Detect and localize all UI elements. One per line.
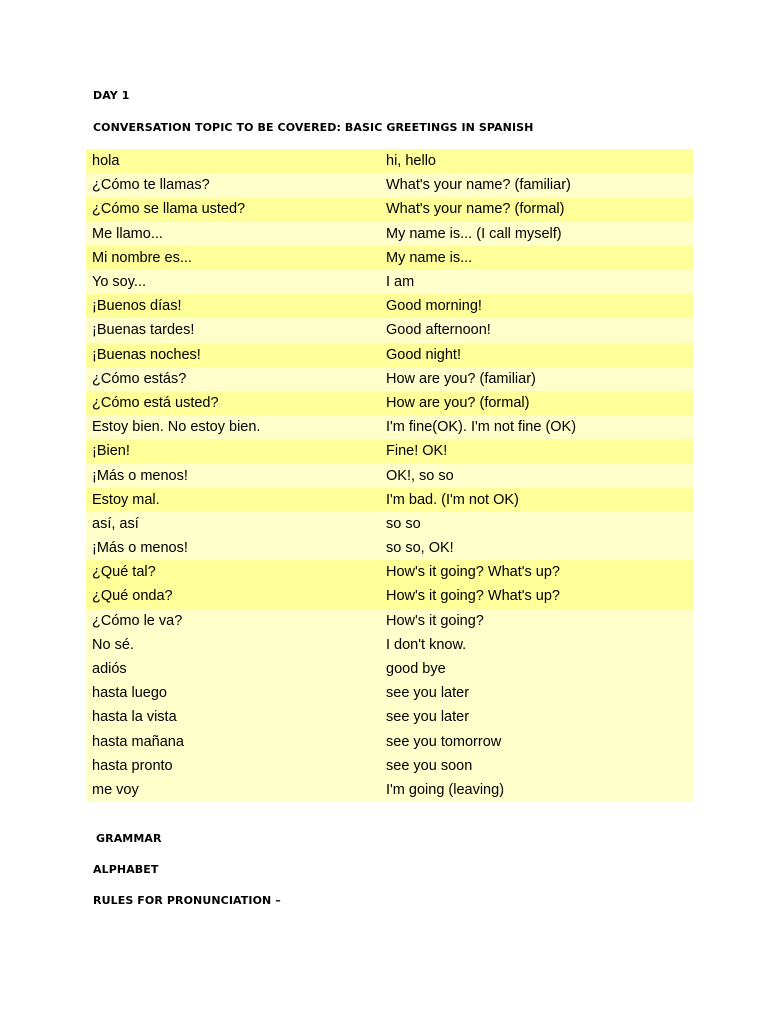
table-row (86, 343, 693, 367)
table-row (86, 730, 693, 754)
table-row (86, 488, 693, 512)
spanish-phrase: ¡Bien! (92, 443, 130, 460)
english-translation: I'm fine(OK). I'm not fine (OK) (386, 419, 577, 436)
alphabet-heading: ALPHABET (93, 863, 159, 876)
table-row (86, 149, 693, 173)
english-translation: I'm bad. (I'm not OK) (386, 491, 519, 508)
spanish-phrase: hola (92, 153, 120, 170)
pronunciation-rules-heading: RULES FOR PRONUNCIATION – (93, 894, 281, 907)
spanish-phrase: ¡Más o menos! (92, 540, 188, 557)
english-translation: Good night! (386, 346, 461, 363)
english-translation: I am (386, 274, 415, 291)
spanish-phrase: Me llamo... (92, 225, 163, 242)
english-translation: I don't know. (386, 636, 467, 653)
english-translation: How's it going? What's up? (386, 564, 560, 581)
table-row (86, 463, 693, 487)
spanish-phrase: ¿Qué tal? (92, 564, 156, 581)
english-translation: How are you? (familiar) (386, 370, 536, 387)
english-translation: see you later (386, 685, 470, 702)
table-row (86, 681, 693, 705)
spanish-phrase: Estoy mal. (92, 491, 160, 508)
table-row (86, 657, 693, 681)
english-translation: Good morning! (386, 298, 482, 315)
english-translation: Fine! OK! (386, 443, 448, 460)
table-row (86, 584, 693, 608)
grammar-heading: GRAMMAR (96, 832, 162, 845)
table-row (86, 270, 693, 294)
spanish-phrase: ¿Cómo te llamas? (92, 177, 210, 194)
table-row (86, 439, 693, 463)
spanish-phrase: me voy (92, 781, 139, 798)
english-translation: see you soon (386, 757, 473, 774)
english-translation: I'm going (leaving) (386, 781, 505, 798)
table-row (86, 173, 693, 197)
spanish-phrase: ¿Cómo está usted? (92, 394, 219, 411)
english-translation: see you later (386, 709, 470, 726)
spanish-phrase: así, así (92, 515, 139, 532)
table-row (86, 391, 693, 415)
spanish-phrase: No sé. (92, 636, 134, 653)
spanish-phrase: ¿Cómo estás? (92, 370, 187, 387)
spanish-phrase: hasta mañana (92, 733, 184, 750)
english-translation: so so, OK! (386, 540, 454, 557)
table-row (86, 197, 693, 221)
spanish-phrase: ¡Buenos días! (92, 298, 182, 315)
spanish-phrase: ¡Buenas noches! (92, 346, 201, 363)
spanish-phrase: ¿Cómo le va? (92, 612, 183, 629)
vocabulary-table-body (86, 149, 693, 802)
spanish-phrase: adiós (92, 661, 127, 678)
spanish-phrase: ¡Más o menos! (92, 467, 188, 484)
table-row (86, 512, 693, 536)
english-translation: OK!, so so (386, 467, 454, 484)
english-translation: How are you? (formal) (386, 394, 530, 411)
table-row (86, 536, 693, 560)
english-translation: see you tomorrow (386, 733, 502, 750)
table-row (86, 705, 693, 729)
table-row (86, 246, 693, 270)
english-translation: so so (386, 515, 421, 532)
spanish-phrase: ¿Cómo se llama usted? (92, 201, 246, 218)
english-translation: My name is... (I call myself) (386, 225, 562, 242)
english-translation: How's it going? What's up? (386, 588, 560, 605)
table-row (86, 367, 693, 391)
table-row (86, 318, 693, 342)
table-row (86, 294, 693, 318)
english-translation: What's your name? (familiar) (386, 177, 571, 194)
spanish-phrase: ¡Buenas tardes! (92, 322, 195, 339)
spanish-phrase: hasta luego (92, 685, 167, 702)
table-row (86, 778, 693, 802)
topic-heading: CONVERSATION TOPIC TO BE COVERED: BASIC GREETINGS IN SPANISH (93, 121, 534, 134)
vocabulary-table (86, 149, 693, 802)
english-translation: What's your name? (formal) (386, 201, 565, 218)
spanish-phrase: Yo soy... (92, 274, 147, 291)
table-row (86, 633, 693, 657)
table-row (86, 609, 693, 633)
spanish-phrase: hasta pronto (92, 757, 173, 774)
english-translation: hi, hello (386, 153, 436, 170)
spanish-phrase: hasta la vista (92, 709, 177, 726)
english-translation: My name is... (386, 249, 473, 266)
table-row (86, 222, 693, 246)
spanish-phrase: Mi nombre es... (92, 249, 192, 266)
spanish-phrase: ¿Qué onda? (92, 588, 173, 605)
table-row (86, 754, 693, 778)
english-translation: How's it going? (386, 612, 484, 629)
english-translation: Good afternoon! (386, 322, 491, 339)
table-row (86, 560, 693, 584)
spanish-phrase: Estoy bien. No estoy bien. (92, 419, 261, 436)
english-translation: good bye (386, 661, 446, 678)
table-row (86, 415, 693, 439)
day-title: DAY 1 (93, 89, 130, 102)
